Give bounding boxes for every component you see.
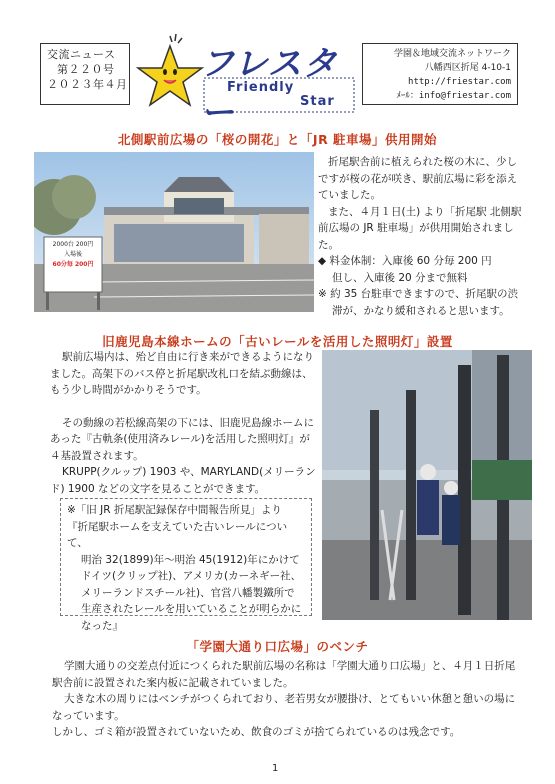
contact-box bbox=[362, 43, 518, 105]
paragraph: 学園大通りの交差点付近につくられた駅前広場の名称は「学園大通り口広場」と、４月１日折尾駅舎前に設置された案内板に記載されていました。 bbox=[52, 660, 516, 689]
sign-line: 60分毎 200円 bbox=[52, 261, 94, 268]
quote-head: ※「旧 JR 折尾駅記録保存中間報告所見」より bbox=[67, 504, 282, 516]
email-address[interactable]: info@friestar.com bbox=[418, 91, 511, 101]
email-label: ﾒｰﾙ： bbox=[396, 91, 419, 101]
quote-line: 明治 32(1899)年～明治 45(1912)年にかけて bbox=[81, 553, 300, 566]
email-line bbox=[363, 89, 511, 103]
paragraph: その動線の若松線高架の下には、旧鹿児島線ホームにあった『古軌条(使用済みレール)を活用した照明灯』が４基設置されます。 bbox=[50, 416, 314, 462]
issue-number: 第２２０号 bbox=[57, 63, 115, 76]
page-number: 1 bbox=[272, 763, 279, 774]
quote-line: なった』 bbox=[81, 619, 123, 632]
section3-text bbox=[52, 658, 524, 741]
issue-line: 交流ニュース bbox=[47, 48, 116, 61]
section2-title: 旧鹿児島本線ホームの「古いレールを活用した照明灯」設置 bbox=[102, 334, 453, 349]
quote-line: 『折尾駅ホームを支えていた古いレールについて、 bbox=[67, 520, 288, 549]
parking-note: ※ 約 35 台駐車できますので、折尾駅の渋滞が、かなり緩和されると思います。 bbox=[318, 288, 518, 317]
paragraph: 大きな木の周りにはベンチがつくられており、老若男女が腰掛け、とてもいい休憩と憩いの場になっています。 bbox=[52, 693, 516, 722]
parking-sign-text bbox=[46, 240, 100, 270]
quote-line: ドイツ(クリップ社)、アメリカ(カーネギー社、 bbox=[81, 570, 302, 582]
section1-text bbox=[318, 154, 524, 319]
address: 八幡西区折尾 4-10-1 bbox=[424, 63, 511, 73]
quote-line: メリーランドスチール社)、官営八幡製鐵所で bbox=[81, 586, 295, 599]
logo-title: フレスター bbox=[200, 44, 338, 133]
section3-title: 「学園大通り口広場」のベンチ bbox=[186, 639, 369, 654]
quote-line: 生産されたレールを用いていることが明らかに bbox=[81, 603, 302, 615]
fee-line: ◆ 料金体制：入庫後 60 分毎 200 円 bbox=[318, 255, 492, 267]
website-url[interactable]: http://friestar.com bbox=[408, 77, 511, 87]
paragraph: 折尾駅舎前に植えられた桜の木に、少しですが桜の花が咲き、駅前広場に彩を添えていました。 bbox=[318, 156, 518, 201]
paragraph: KRUPP(クルップ) 1903 や、MARYLAND(メリーランド) 1900 などの文字を見ることができます。 bbox=[50, 466, 316, 495]
org-name: 学園＆地域交流ネットワーク bbox=[393, 49, 511, 59]
issue-info-box bbox=[40, 43, 130, 105]
section1-title: 北側駅前広場の「桜の開花」と「JR 駐車場」供用開始 bbox=[117, 132, 438, 147]
fee-note: 但し、入庫後 20 分まで無料 bbox=[332, 271, 468, 284]
paragraph: また、４月１日(土) より「折尾駅 北側駅前広場の JR 駐車場」が供用開始されました。 bbox=[318, 205, 522, 251]
paragraph: しかし、ゴミ箱が設置されていないため、飲食のゴミが捨てられているのは残念です。 bbox=[52, 726, 461, 738]
issue-date: ２０２３年４月 bbox=[47, 78, 128, 91]
paragraph: 駅前広場内は、殆ど自由に行き来ができるようになりました。高架下のバス停と折尾駅改札口を結ぶ動線は、もう少し時間がかかりそうです。 bbox=[50, 351, 314, 396]
quote-box bbox=[60, 498, 312, 632]
newsletter-logo bbox=[132, 30, 360, 133]
sign-line: 2000台 200円 bbox=[52, 241, 94, 248]
logo-subtitle-1: Friendly bbox=[227, 80, 295, 95]
rail-lamp-photo bbox=[322, 350, 532, 620]
section2-text bbox=[50, 349, 318, 497]
logo-subtitle-2: Star bbox=[300, 94, 335, 109]
station-photo bbox=[34, 152, 314, 312]
sign-line: 入場後 bbox=[63, 251, 82, 258]
